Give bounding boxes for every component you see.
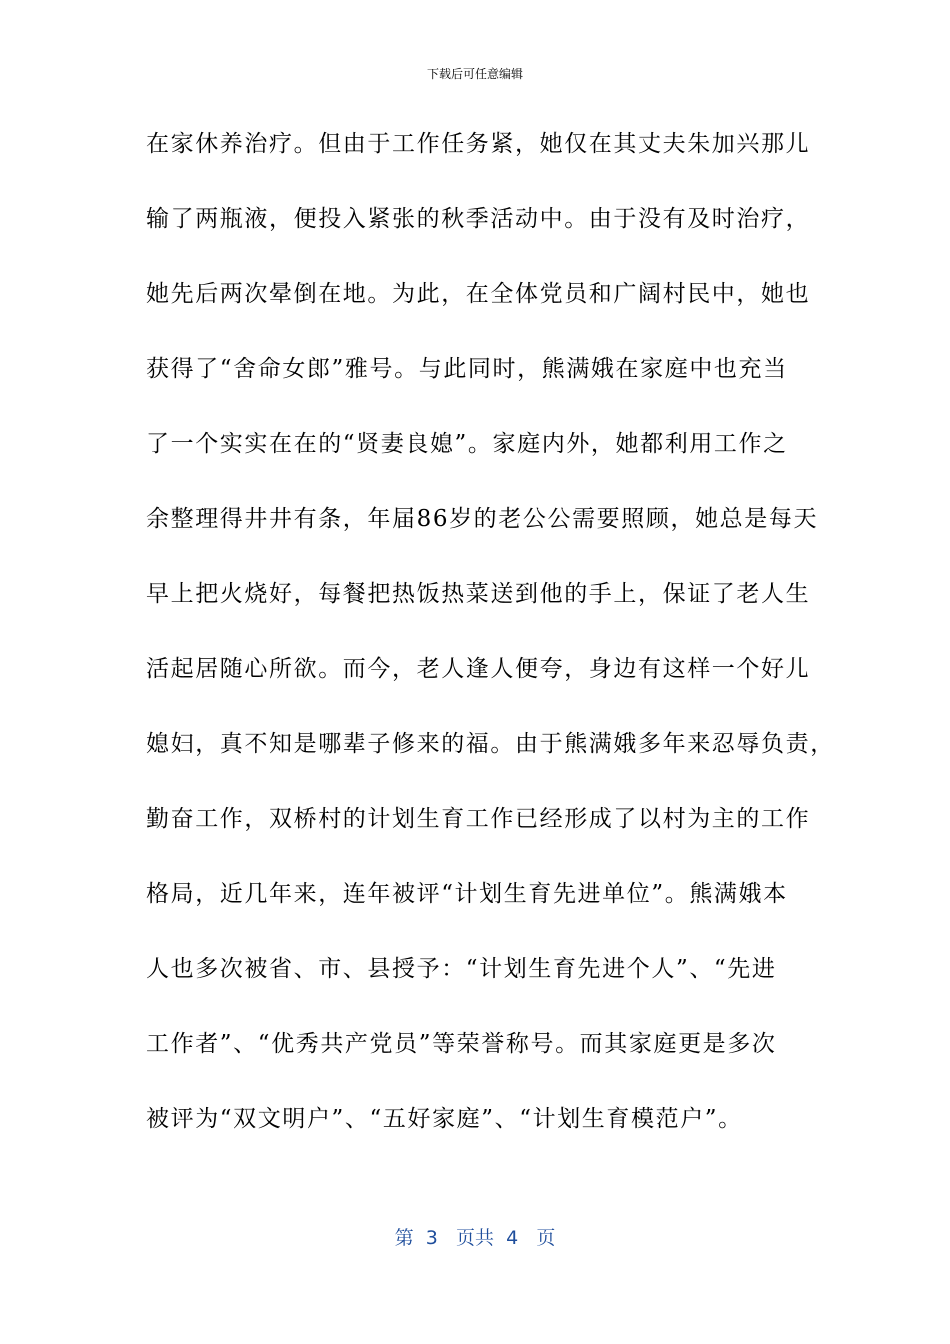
text-line-9: 媳妇，真不知是哪辈子修来的福。由于熊满娥多年来忍辱负责， xyxy=(146,731,835,757)
text-line-10: 勤奋工作，双桥村的计划生育工作已经形成了以村为主的工作 xyxy=(146,806,811,832)
text-line-4: 获得了“舍命女郎”雅号。与此同时，熊满娥在家庭中也充当 xyxy=(146,356,788,382)
document-body xyxy=(146,121,835,1171)
footer-current-page: 3 xyxy=(425,1227,438,1249)
text-line-8: 活起居随心所欲。而今，老人逢人便夸，身边有这样一个好儿 xyxy=(146,656,811,682)
page-header: 下载后可任意编辑 xyxy=(426,67,523,81)
footer-total-pages: 4 xyxy=(506,1227,519,1249)
footer-suffix: 页 xyxy=(536,1227,556,1249)
text-line-11: 格局，近几年来，连年被评“计划生育先进单位”。熊满娥本 xyxy=(146,881,788,907)
footer-prefix: 第 xyxy=(394,1227,414,1249)
page-footer xyxy=(0,1224,950,1252)
footer-middle: 页共 xyxy=(455,1227,494,1249)
text-line-3: 她先后两次晕倒在地。为此，在全体党员和广阔村民中，她也 xyxy=(146,281,811,307)
text-line-1: 在家休养治疗。但由于工作任务紧，她仅在其丈夫朱加兴那儿 xyxy=(146,131,811,157)
text-line-6: 余整理得井井有条，年届86岁的老公公需要照顾，她总是每天 xyxy=(146,506,819,532)
text-line-14: 被评为“双文明户”、“五好家庭”、“计划生育模范户”。 xyxy=(146,1106,743,1132)
text-line-5: 了一个实实在在的“贤妻良媳”。家庭内外，她都利用工作之 xyxy=(146,431,788,457)
text-line-12: 人也多次被省、市、县授予：“计划生育先进个人”、“先进 xyxy=(146,956,777,982)
text-line-13: 工作者”、“优秀共产党员”等荣誉称号。而其家庭更是多次 xyxy=(146,1031,777,1057)
text-line-2: 输了两瓶液，便投入紧张的秋季活动中。由于没有及时治疗， xyxy=(146,206,811,232)
text-line-7: 早上把火烧好，每餐把热饭热菜送到他的手上，保证了老人生 xyxy=(146,581,811,607)
